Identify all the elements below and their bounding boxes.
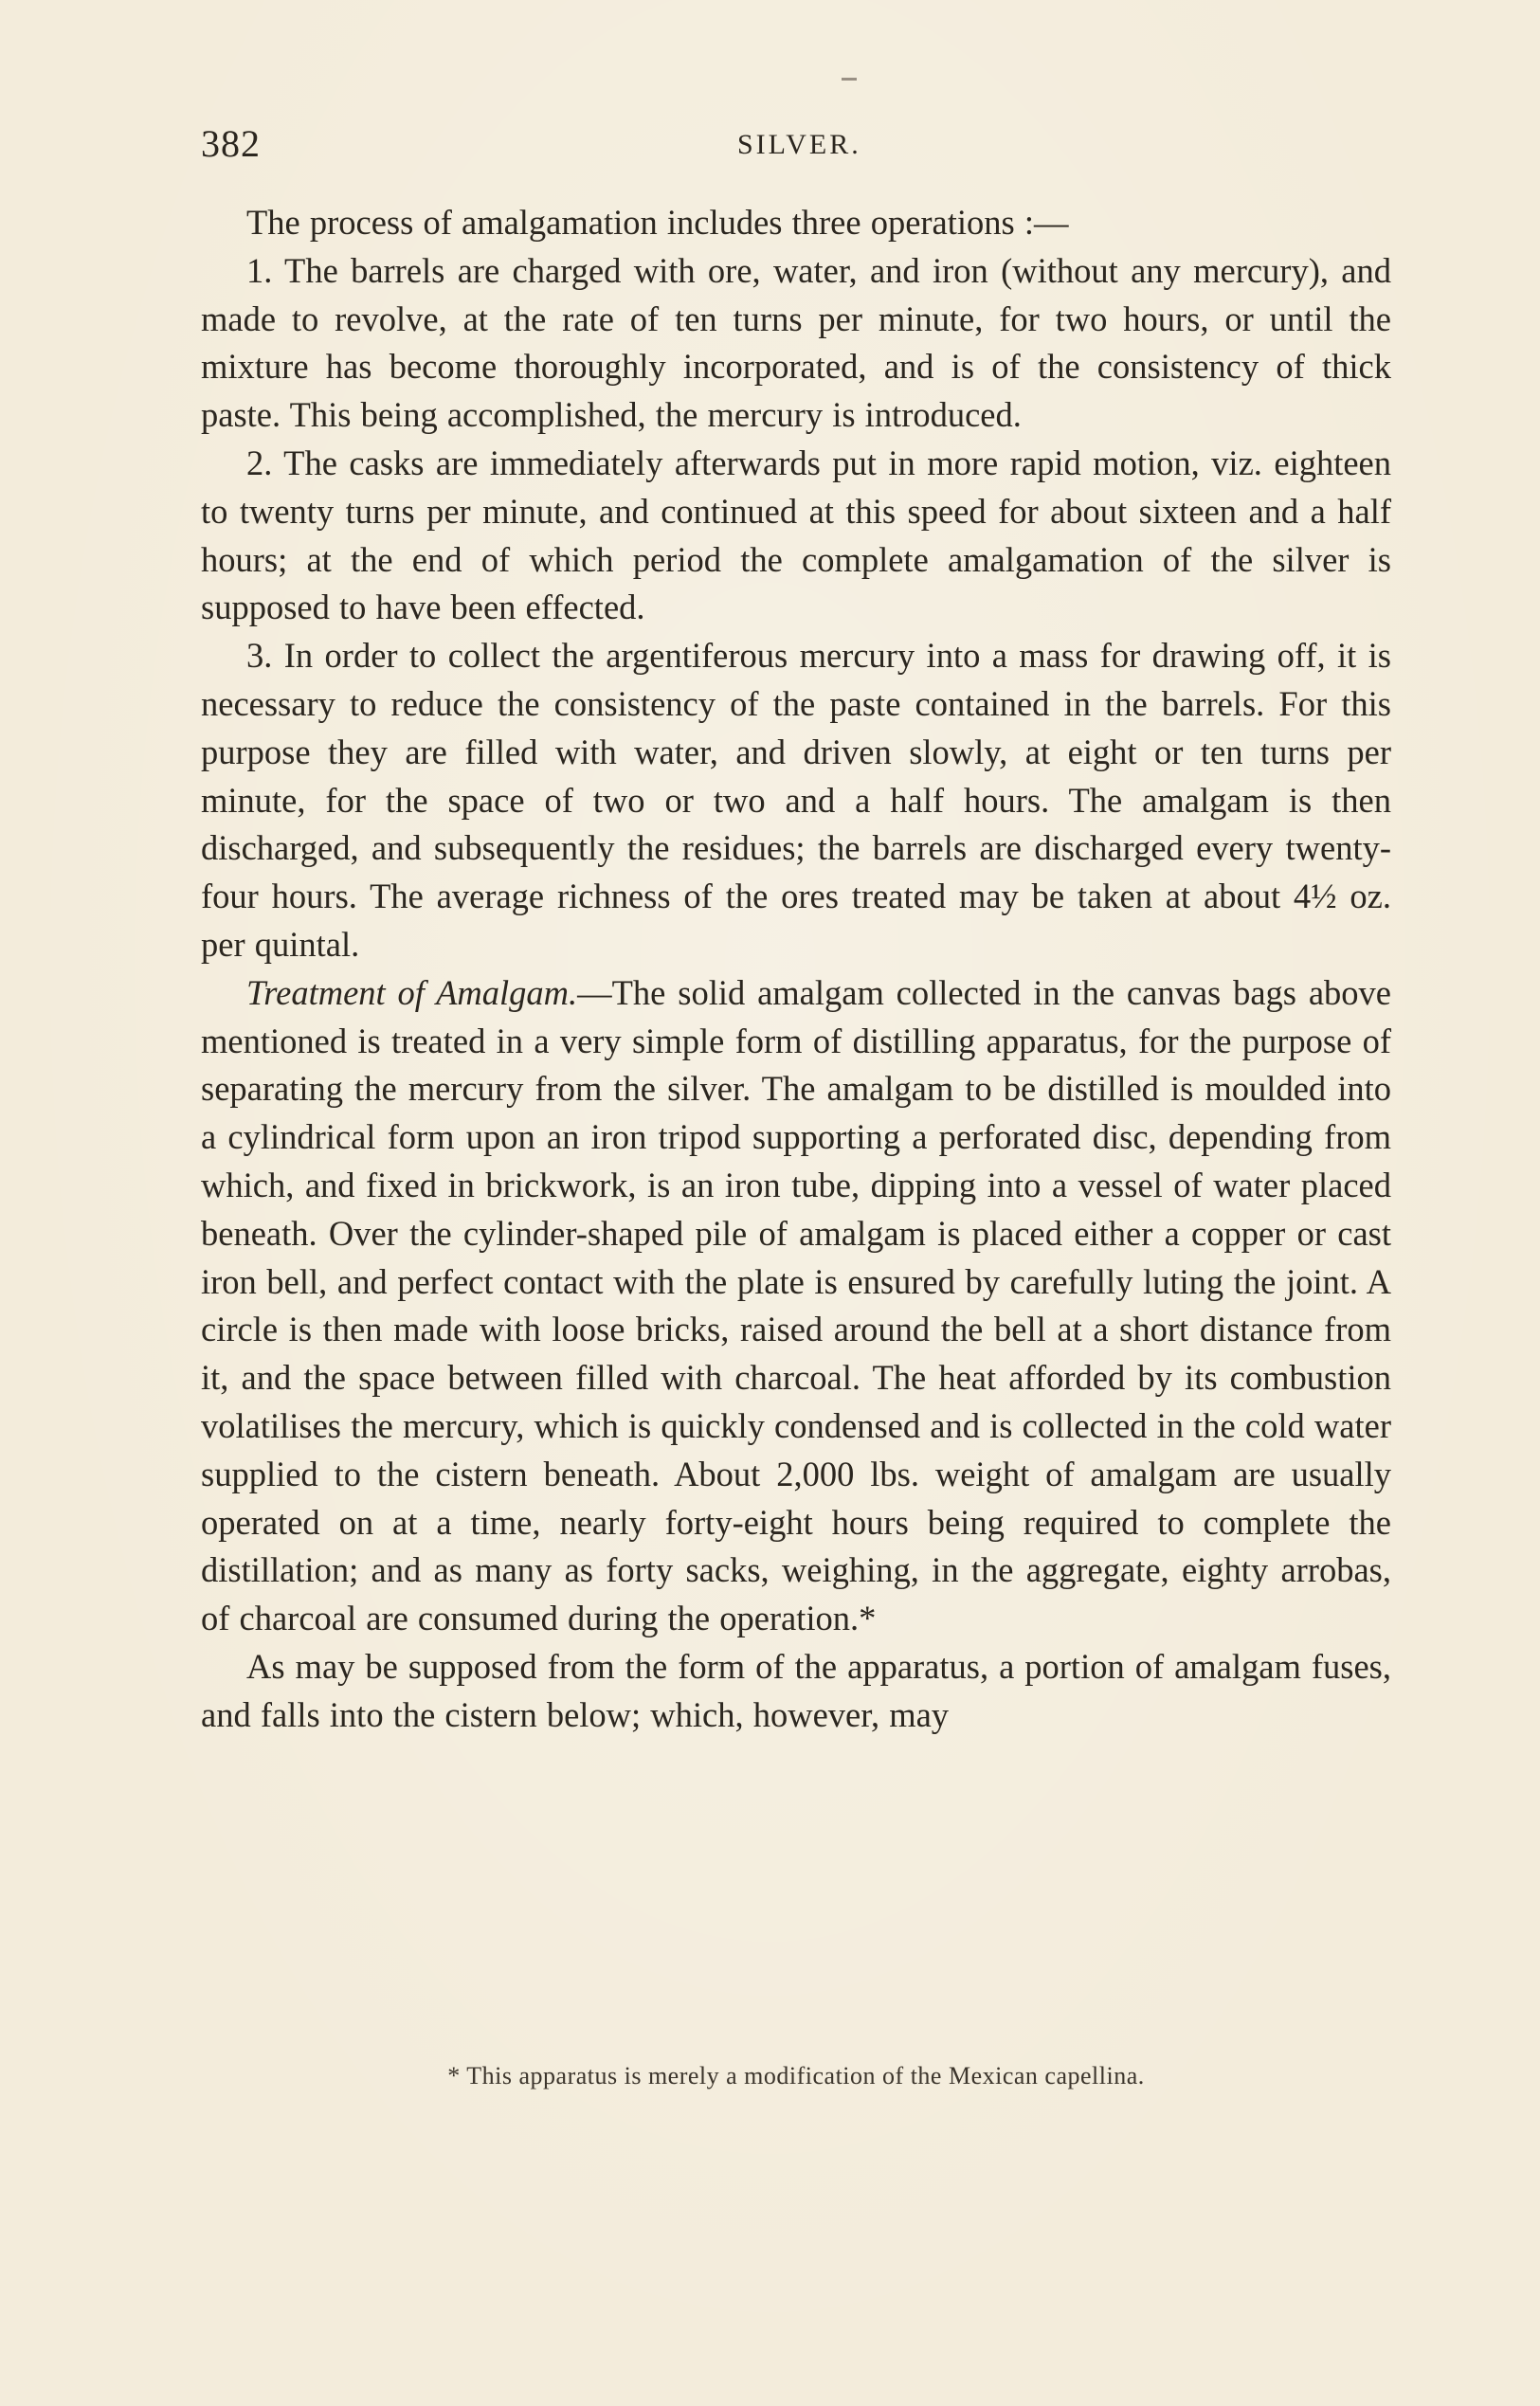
treatment-text: —The solid amalgam collected in the canvas bags above mentioned is treated in a very simple form of distilling apparatus, for the purpose of separating the mercury from the silver. The amalgam to be distilled is moulded into a cylindrical form upon an iron tripod supporting a perforated disc, depending from which, and fixed in brickwork, is an iron tube, dipping into a vessel of water placed beneath. Over the cylinder-shaped pile of amalgam is placed either a copper or cast iron bell, and perfect contact with the plate is ensured by carefully luting the joint. A circle is then made with loose bricks, raised around the bell at a short distance from it, and the space between filled with charcoal. The heat afforded by its combustion volatilises the mercury, which is quickly condensed and is collected in the cold water supplied to the cistern beneath. About 2,000 lbs. weight of amalgam are usually operated on at a time, nearly forty-eight hours being required to complete the distillation; and as many as forty sacks, weighing, in the aggregate, eighty arrobas, of charcoal are consumed during the operation.* <box>201 972 1391 1638</box>
paragraph-operation-1: 1. The barrels are charged with ore, water, and iron (without any mercury), and made to revolve, at the rate of ten turns per minute, for two hours, or until the mixture has become thoroughly incorporated, and is of the consistency of thick paste. This being accomplished, the mercury is introduced. <box>201 250 1391 435</box>
paragraph-operation-3: 3. In order to collect the argentiferous mercury into a mass for drawing off, it is necessary to reduce the consistency of the paste contained in the barrels. For this purpose they are filled with water, and driven slowly, at eight or ten turns per minute, for the space of two or two and a half hours. The amalgam is then discharged, and subsequently the residues; the barrels are discharged every twenty-four hours. The average richness of the ores treated may be taken at about 4½ oz. per quintal. <box>201 636 1391 964</box>
treatment-heading: Treatment of Amalgam. <box>246 972 578 1012</box>
print-mark <box>842 78 857 81</box>
running-title: SILVER. <box>737 129 861 160</box>
paragraph-treatment <box>201 969 1391 1643</box>
paragraph-last: As may be supposed from the form of the apparatus, a portion of amalgam fuses, and falls into the cistern below; which, however, may <box>201 1646 1391 1734</box>
running-head <box>201 121 1391 169</box>
paragraph-intro: The process of amalgamation includes three operations :— <box>246 203 1069 242</box>
footnote: * This apparatus is merely a modification of the Mexican capellina. <box>447 2062 1145 2089</box>
body-text <box>201 199 1391 1740</box>
page-number: 382 <box>201 122 261 165</box>
paragraph-operation-2: 2. The casks are immediately afterwards put in more rapid motion, viz. eighteen to twenty turns per minute, and continued at this speed for about sixteen and a half hours; at the end of which period the complete amalgamation of the silver is supposed to have been effected. <box>201 443 1391 627</box>
